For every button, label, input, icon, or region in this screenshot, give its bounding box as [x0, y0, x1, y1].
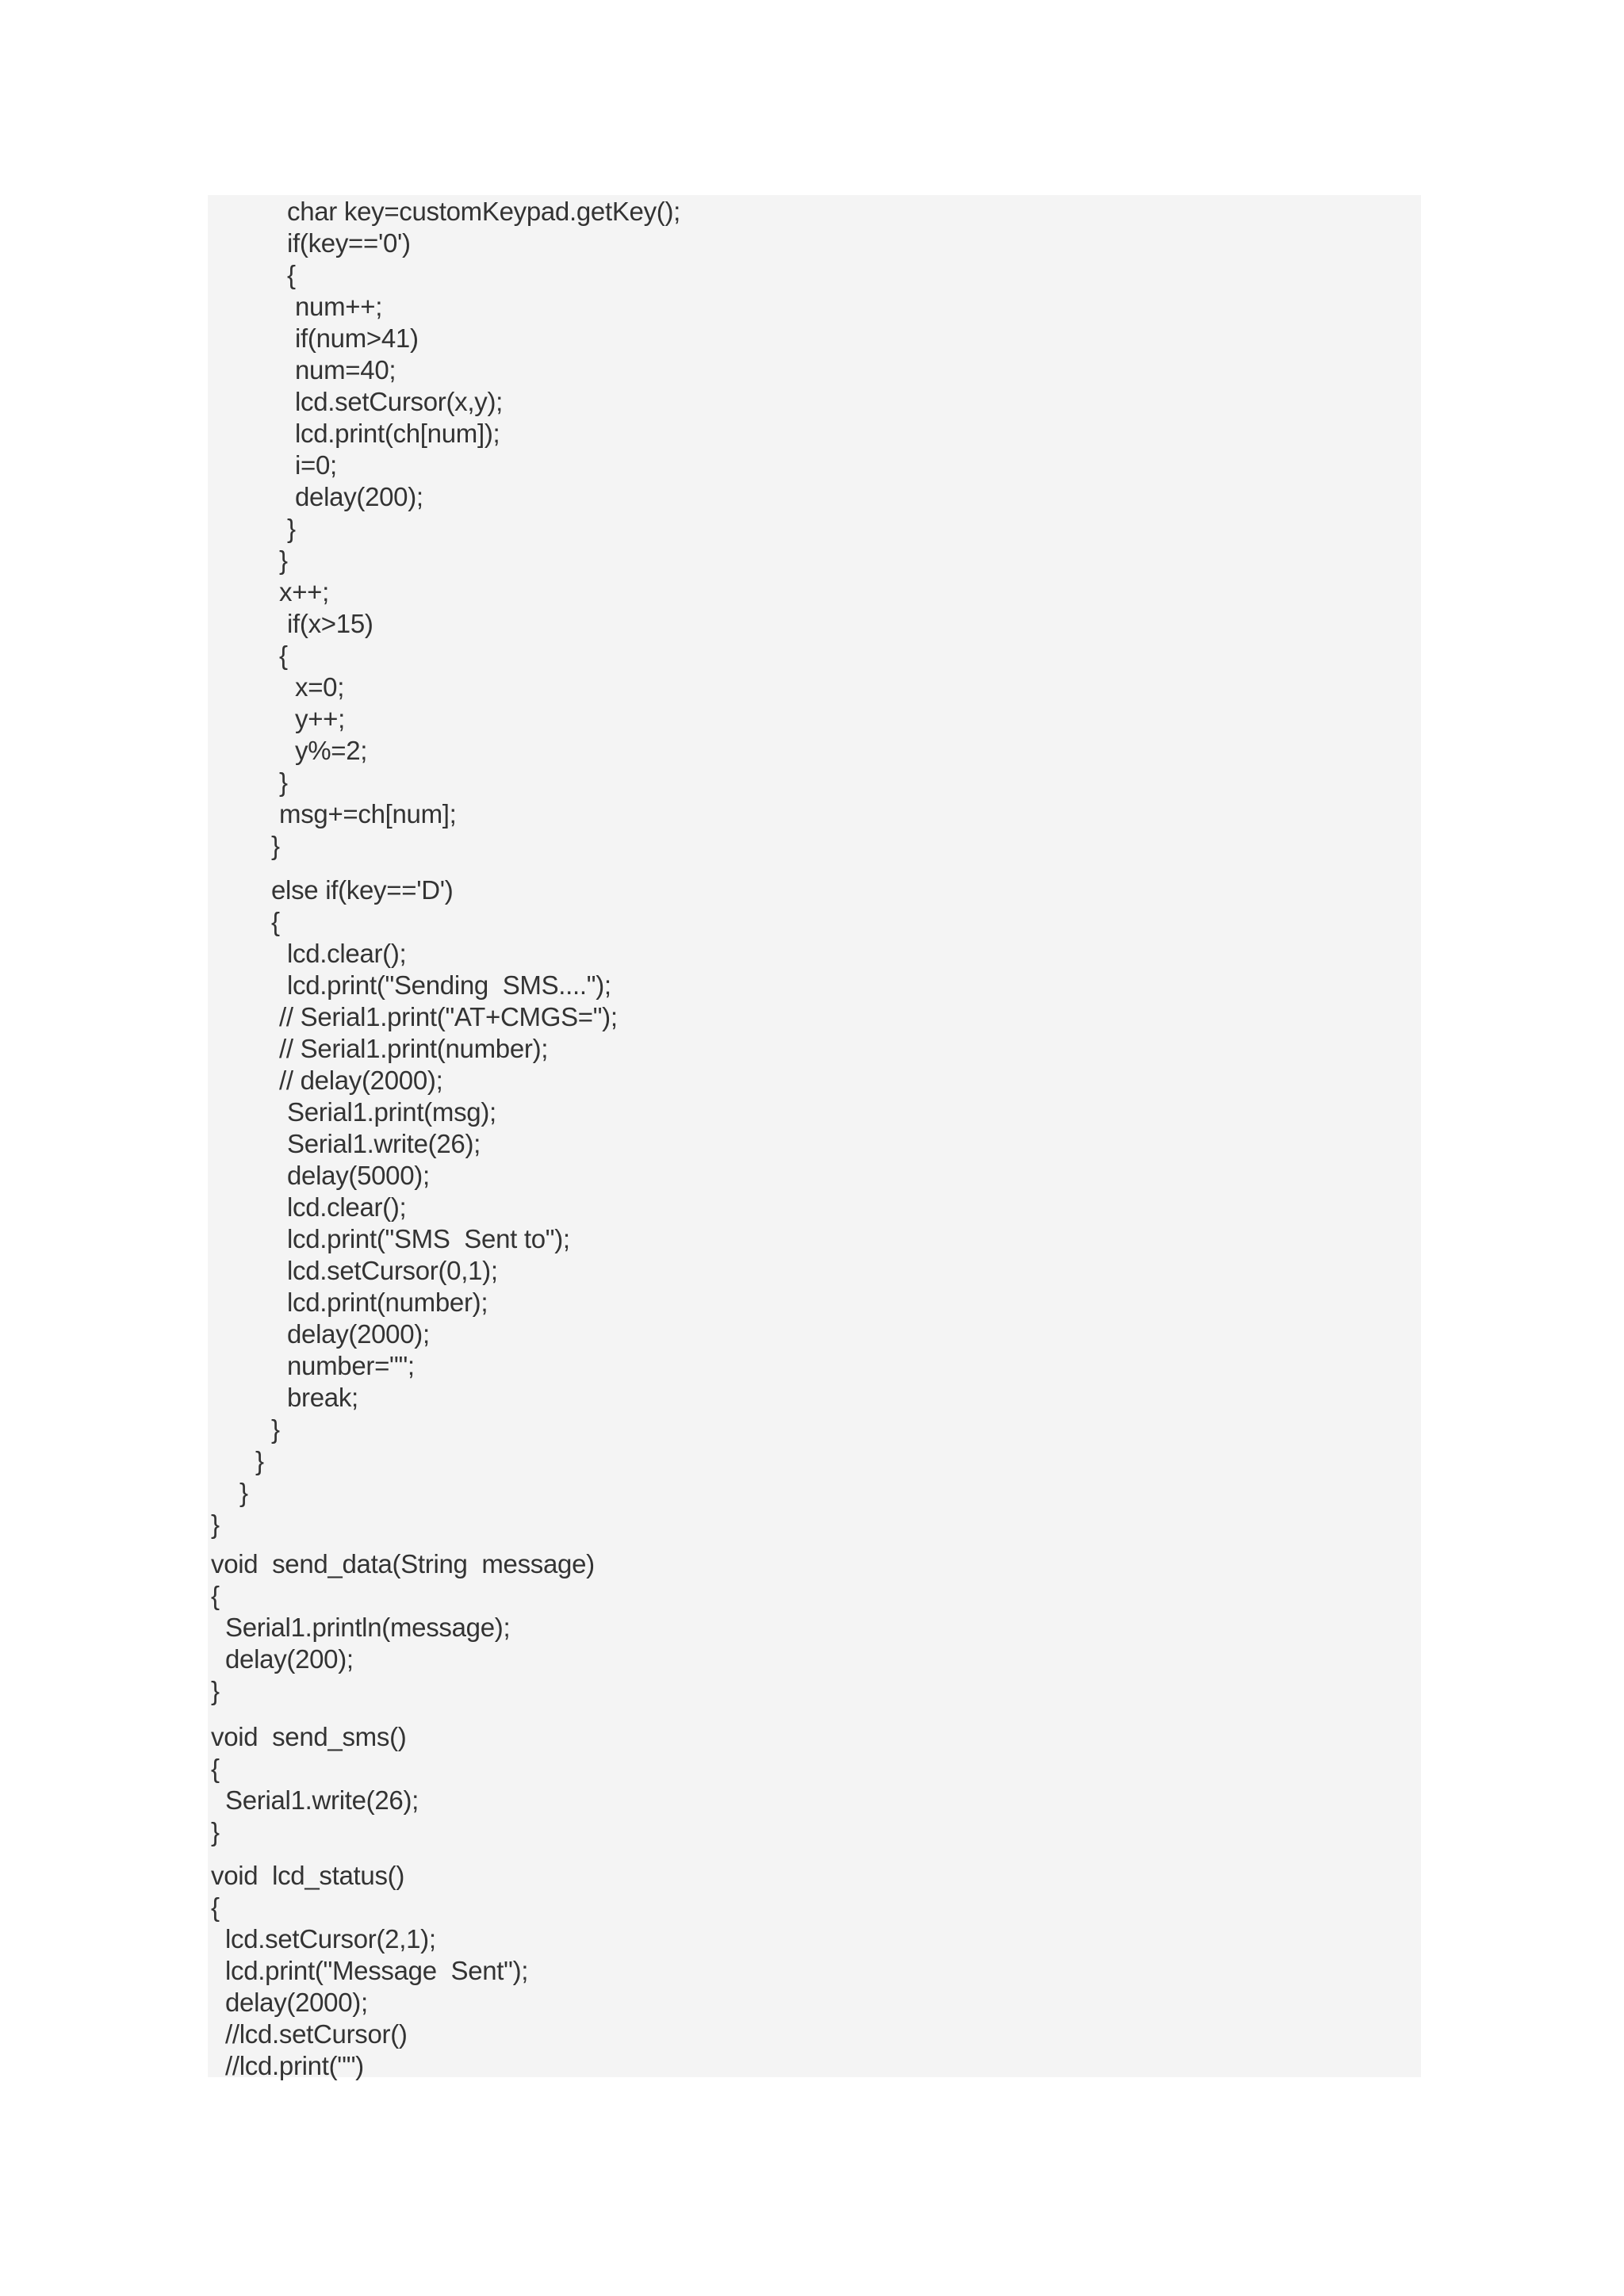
- code-line: num=40;: [295, 355, 396, 385]
- code-line: Serial1.write(26);: [287, 1129, 481, 1158]
- code-line: Serial1.println(message);: [225, 1613, 511, 1642]
- code-line: delay(2000);: [287, 1319, 430, 1349]
- code-line: lcd.clear();: [287, 1192, 407, 1222]
- code-line: y%=2;: [295, 736, 368, 765]
- code-line: }: [211, 1676, 220, 1705]
- code-line: Serial1.write(26);: [225, 1785, 419, 1815]
- code-line: delay(200);: [295, 482, 423, 511]
- code-line: }: [279, 545, 288, 575]
- code-line: if(key=='0'): [287, 228, 411, 258]
- code-line: }: [211, 1817, 220, 1846]
- code-line: if(x>15): [287, 609, 373, 638]
- code-line: {: [287, 260, 296, 289]
- code-line: {: [279, 641, 288, 670]
- code-line: void send_data(String message): [211, 1549, 595, 1578]
- code-line: delay(200);: [225, 1644, 354, 1674]
- code-line: num++;: [295, 292, 383, 321]
- code-line: // Serial1.print("AT+CMGS=");: [279, 1002, 618, 1031]
- code-line: lcd.print(ch[num]);: [295, 419, 500, 448]
- code-line: break;: [287, 1383, 358, 1412]
- code-line: }: [271, 831, 280, 860]
- code-line: void send_sms(): [211, 1722, 407, 1751]
- code-line: void lcd_status(): [211, 1861, 405, 1890]
- code-line: //lcd.print(""): [225, 2051, 364, 2080]
- code-line: }: [211, 1510, 220, 1539]
- code-line: {: [211, 1892, 220, 1922]
- code-line: char key=customKeypad.getKey();: [287, 197, 681, 226]
- code-line: lcd.setCursor(x,y);: [295, 387, 504, 416]
- code-line: //lcd.setCursor(): [225, 2019, 408, 2049]
- code-line: x++;: [279, 577, 330, 607]
- code-line: lcd.print(number);: [287, 1288, 488, 1317]
- code-line: // Serial1.print(number);: [279, 1034, 549, 1063]
- code-line: }: [287, 514, 296, 543]
- code-line: delay(5000);: [287, 1161, 430, 1190]
- code-line: y++;: [295, 704, 346, 733]
- code-line: if(num>41): [295, 323, 419, 353]
- code-line: delay(2000);: [225, 1988, 368, 2017]
- code-line: x=0;: [295, 672, 345, 702]
- code-line: i=0;: [295, 450, 337, 480]
- code-line: }: [255, 1446, 264, 1475]
- code-line: lcd.setCursor(0,1);: [287, 1256, 498, 1285]
- code-line: lcd.print("Sending SMS....");: [287, 970, 611, 1000]
- code-line: }: [271, 1414, 280, 1444]
- code-line: {: [271, 907, 280, 936]
- code-line: {: [211, 1754, 220, 1783]
- code-line: lcd.print("SMS Sent to");: [287, 1224, 570, 1253]
- code-line: msg+=ch[num];: [279, 799, 457, 828]
- code-line: Serial1.print(msg);: [287, 1097, 496, 1127]
- code-line: }: [279, 767, 288, 797]
- code-line: // delay(2000);: [279, 1066, 443, 1095]
- code-line: lcd.setCursor(2,1);: [225, 1924, 436, 1954]
- code-line: number="";: [287, 1351, 415, 1380]
- code-line: lcd.print("Message Sent");: [225, 1956, 529, 1985]
- code-line: lcd.clear();: [287, 939, 407, 968]
- code-line: {: [211, 1581, 220, 1610]
- code-line: }: [239, 1478, 248, 1507]
- code-line: else if(key=='D'): [271, 875, 454, 905]
